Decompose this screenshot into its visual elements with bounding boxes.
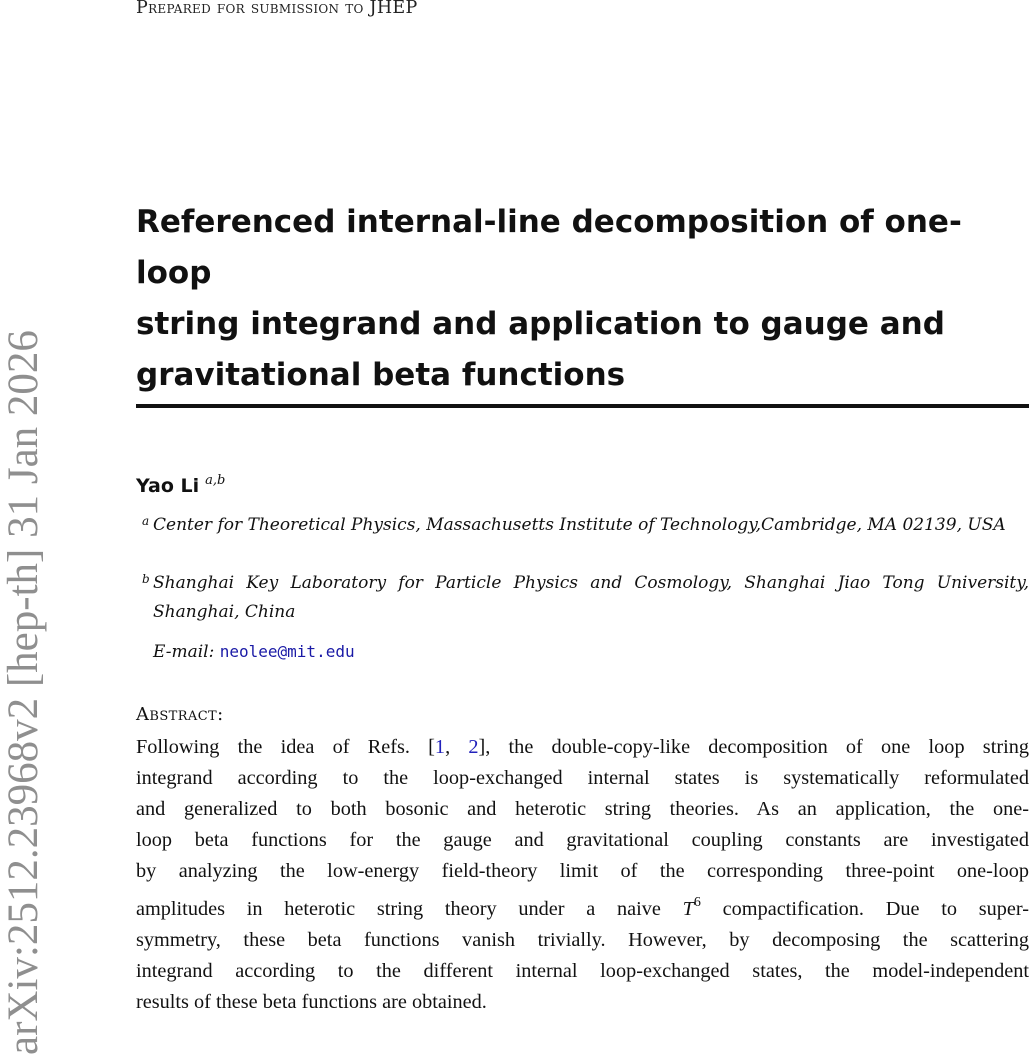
math-base: T <box>682 898 694 920</box>
math-symbol <box>682 895 701 920</box>
email-label: E-mail: <box>153 642 215 662</box>
abstract-line: integrand according to the loop-exchanged internal states is systematically reformulated <box>136 767 1029 789</box>
abstract-text: compactification. Due to super- <box>700 898 1029 920</box>
citation-link[interactable]: 1 <box>434 736 446 758</box>
affiliation-mark: a <box>142 514 150 528</box>
author-affil-marks: a,b <box>205 473 226 488</box>
author-name: Yao Li <box>136 475 200 497</box>
math-exponent: 6 <box>693 895 701 910</box>
abstract-heading: Abstract: <box>136 704 224 725</box>
title-line: Referenced internal-line decomposition of one-loop <box>136 204 962 291</box>
abstract-line: loop beta functions for the gauge and gravitational coupling constants are investigated <box>136 829 1029 851</box>
abstract-line: integrand according to the different internal loop-exchanged states, the model-independent <box>136 960 1029 982</box>
author <box>136 473 225 497</box>
abstract-line: symmetry, these beta functions vanish trivially. However, by decomposing the scattering <box>136 929 1029 951</box>
abstract-text: amplitudes in heterotic string theory under a naive <box>136 898 683 920</box>
abstract-line <box>136 887 1029 925</box>
abstract-line: by analyzing the low-energy field-theory limit of the corresponding three-point one-loop <box>136 860 1029 882</box>
abstract-text: Following the idea of Refs. [ <box>136 736 435 758</box>
title-line: gravitational beta functions <box>136 357 626 393</box>
abstract-text: ], the double-copy-like decomposition of one loop string <box>478 736 1029 758</box>
abstract-line: and generalized to both bosonic and heterotic string theories. As an application, the one- <box>136 798 1029 820</box>
affiliation-text: Center for Theoretical Physics, Massachusetts Institute of Technology,Cambridge, MA 02139, USA <box>153 515 1006 535</box>
affiliation-a <box>142 511 1029 540</box>
abstract-body <box>136 732 1029 1018</box>
abstract-text: , <box>445 736 469 758</box>
citation-link[interactable]: 2 <box>468 736 479 758</box>
affiliation-mark: b <box>142 572 150 586</box>
email-link[interactable]: neolee@mit.edu <box>219 642 355 661</box>
abstract-line: results of these beta functions are obtained. <box>136 991 487 1013</box>
journal-header: Prepared for submission to JHEP <box>136 0 418 18</box>
affiliation-text: Shanghai Key Laboratory for Particle Physics and Cosmology, Shanghai Jiao Tong University, Shanghai, China <box>153 573 1029 622</box>
title-rule <box>136 404 1029 408</box>
email-line <box>153 642 355 662</box>
paper-title <box>136 197 1016 401</box>
title-line: string integrand and application to gauge and <box>136 306 945 342</box>
abstract-line <box>136 732 1029 763</box>
affiliation-b <box>142 569 1029 627</box>
arxiv-identifier[interactable]: arXiv:2512.23968v2 [hep-th] 31 Jan 2026 <box>0 330 47 1055</box>
